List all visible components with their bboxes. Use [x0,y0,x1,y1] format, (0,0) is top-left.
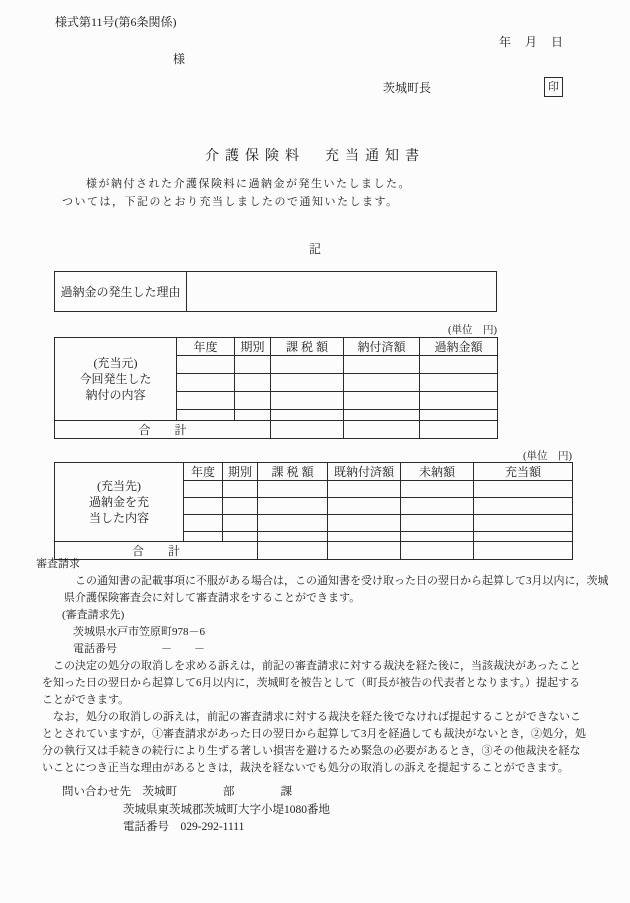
total-row [55,421,498,439]
appeal-para3-line: ととされていますが，①審査請求があった日の翌日から起算して3月を経過しても裁決がないとき，②処分，処 [42,728,586,740]
document-title: 介護保険料 充当通知書 [205,149,425,164]
unit-label: (単位 円) [523,451,572,462]
mayor-name: 茨城町長 [383,81,432,95]
appeal-para3-line: 分の執行又は手続きの続行により生ずる著しい損害を避けるため緊急の必要があるとき，③その他裁決を経な [42,745,581,757]
intro-line-2: ついては，下記のとおり充当しましたので通知いたします。 [62,196,399,208]
column-header: 過納金額 [420,338,498,356]
total-label: 合 計 [55,421,271,439]
destination-row-label: (充当先) 過納金を充 当した内容 [55,463,184,542]
reason-table [54,271,497,312]
table-row [55,272,497,312]
appeal-para3-line: いことにつき正当な理由があるときは，裁決を経ないでも処分の取消しの訴えを提起することができます。 [42,762,569,774]
contact-section [62,784,330,837]
source-row-label: (充当元) 今回発生した 納付の内容 [55,338,177,421]
column-header: 年度 [177,338,235,356]
appeal-addressee-heading: (審査請求先) [62,609,125,621]
appeal-para1-line: 県介護保険審査会に対して審査請求をすることができます。 [64,592,361,604]
appeal-phone: 電話番号 － － [73,643,205,655]
column-header: 未納額 [401,463,474,481]
contact-office: 問い合わせ先 茨城町 部 課 [62,786,292,798]
appeal-para3-line: なお，処分の取消しの訴えは，前記の審査請求に対する裁決を経た後でなければ提起することができないこ [42,711,581,723]
reason-value-cell [187,272,497,312]
form-number: 様式第11号(第6条関係) [55,15,177,29]
appropriation-destination-table [54,462,573,560]
column-header: 課 税 額 [271,338,344,356]
contact-phone: 電話番号 029-292-1111 [123,821,245,833]
column-header: 既納付済額 [328,463,401,481]
addressee-suffix: 様 [173,52,186,66]
appeal-section [36,556,616,777]
appeal-address: 茨城県水戸市笠原町978－6 [73,626,205,638]
table-header-row [55,463,573,481]
ki-marker: 記 [308,242,321,256]
column-header: 期別 [235,338,271,356]
appeal-para2-line: を知った日の翌日から起算して6月以内に，茨城町を被告として（町長が被告の代表者となります。）提起する [42,677,581,689]
appropriation-source-table [54,337,498,439]
column-header: 納付済額 [344,338,420,356]
contact-address: 茨城県東茨城郡茨城町大字小堤1080番地 [123,803,330,816]
appeal-para2-line: この決定の処分の取消しを求める訴えは，前記の審査請求に対する裁決を経た後に，当該裁決があったこと [42,660,581,672]
reason-label: 過納金の発生した理由 [55,272,187,312]
appeal-para2-line: ことができます。 [42,694,130,706]
column-header: 年度 [184,463,223,481]
appeal-para1-line: この通知書の記載事項に不服がある場合は，この通知書を受け取った日の翌日から起算して3月以内に，茨城 [64,575,609,587]
column-header: 課 税 額 [258,463,328,481]
appeal-heading: 審査請求 [36,558,80,570]
column-header: 期別 [223,463,258,481]
issue-date: 年 月 日 [499,35,565,49]
intro-line-1: 様が納付された介護保険料に過納金が発生いたしました。 [86,178,411,190]
unit-label: (単位 円) [448,325,497,336]
table-header-row [55,338,498,356]
seal-icon: 印 [544,77,563,97]
total-label: 合 計 [55,542,258,560]
column-header: 充当額 [474,463,573,481]
